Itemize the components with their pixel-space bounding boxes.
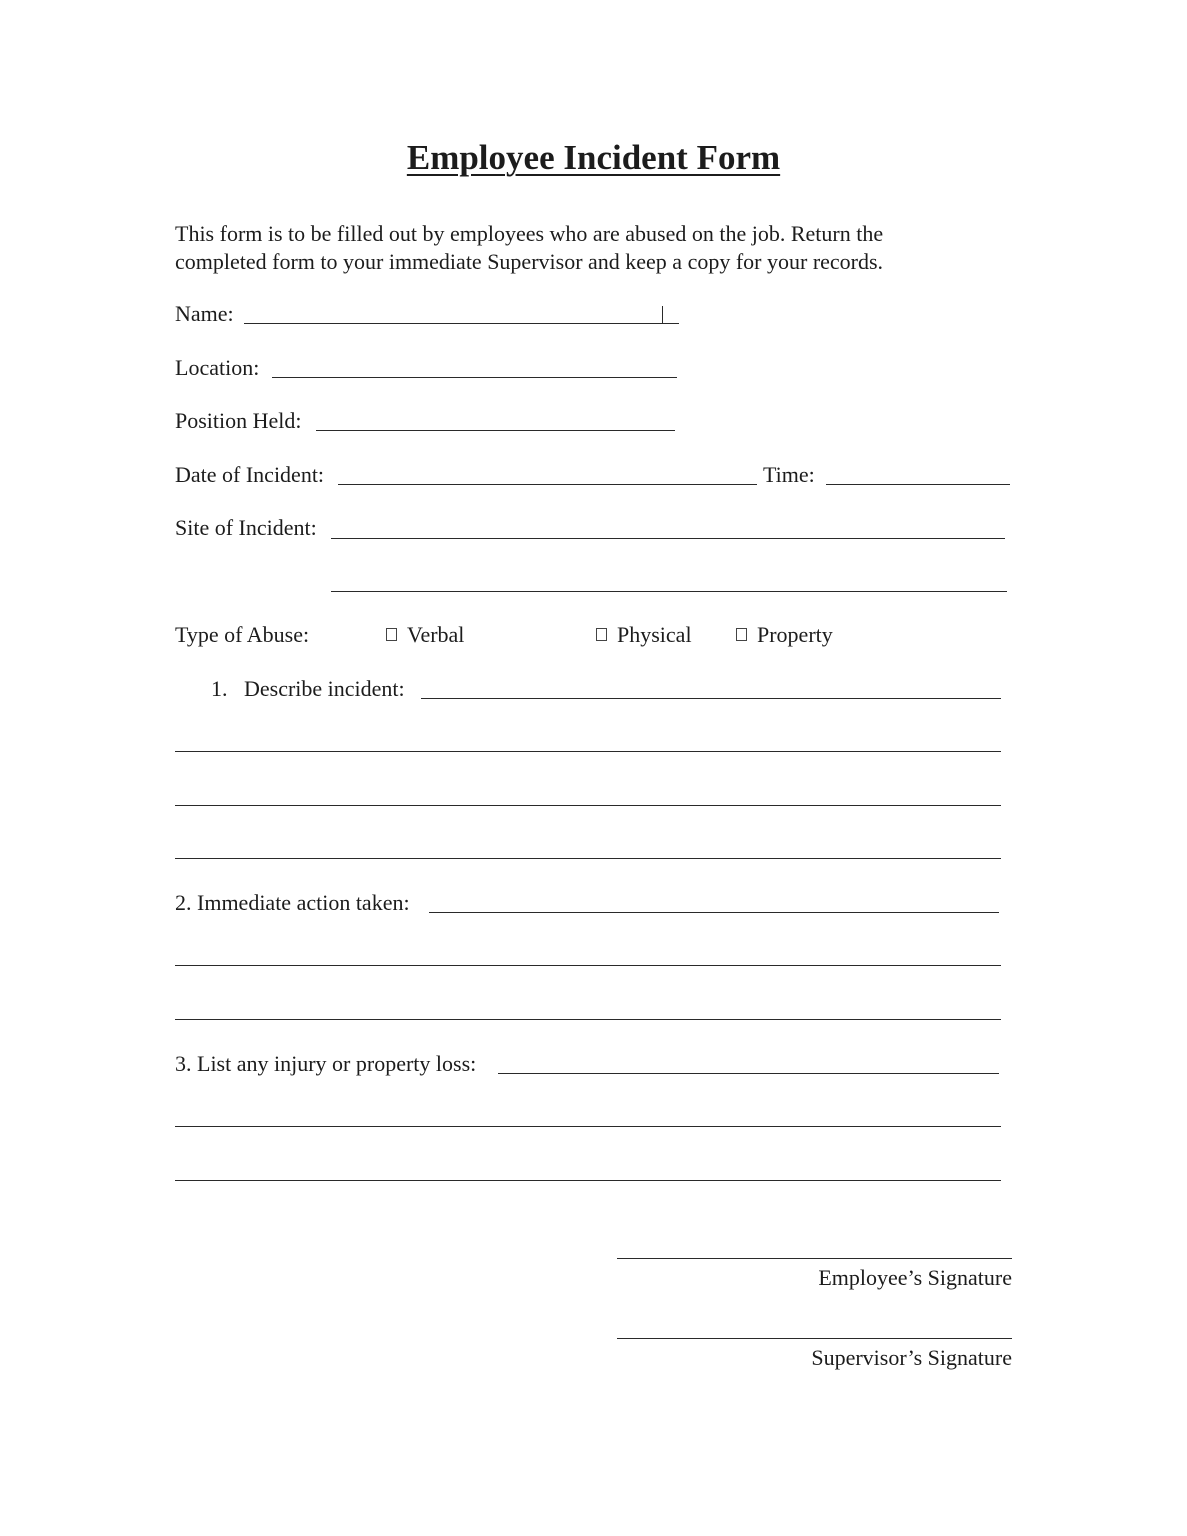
describe-incident-line-2[interactable] (175, 751, 1001, 752)
property-checkbox[interactable] (736, 628, 747, 641)
property-option-label: Property (757, 622, 833, 647)
employee-signature-label: Employee’s Signature (818, 1265, 1012, 1290)
immediate-action-line-2[interactable] (175, 965, 1001, 966)
site-label: Site of Incident: (175, 515, 317, 540)
location-label: Location: (175, 355, 260, 380)
time-label: Time: (763, 462, 815, 487)
immediate-action-field[interactable] (429, 912, 999, 913)
describe-incident-line-3[interactable] (175, 805, 1001, 806)
site-field[interactable] (331, 538, 1005, 539)
location-field[interactable] (272, 377, 677, 378)
physical-option-label: Physical (617, 622, 692, 647)
injury-loss-field[interactable] (498, 1073, 999, 1074)
intro-line-2: completed form to your immediate Supervisor and keep a copy for your records. (175, 249, 884, 274)
question-1-number: 1. (211, 676, 228, 701)
injury-loss-line-3[interactable] (175, 1180, 1001, 1181)
verbal-option-label: Verbal (407, 622, 465, 647)
describe-incident-field[interactable] (421, 698, 1001, 699)
supervisor-signature-line[interactable] (617, 1338, 1012, 1339)
question-3-label: 3. List any injury or property loss: (175, 1051, 477, 1076)
employee-signature-line[interactable] (617, 1258, 1012, 1259)
site-field-line-2[interactable] (331, 591, 1007, 592)
time-field[interactable] (826, 484, 1010, 485)
verbal-checkbox[interactable] (386, 628, 397, 641)
immediate-action-line-3[interactable] (175, 1019, 1001, 1020)
abuse-type-label: Type of Abuse: (175, 622, 310, 647)
form-title: Employee Incident Form (406, 138, 781, 177)
question-2-label: 2. Immediate action taken: (175, 890, 410, 915)
name-field[interactable] (244, 323, 679, 324)
date-field[interactable] (338, 484, 757, 485)
describe-incident-line-4[interactable] (175, 858, 1001, 859)
position-label: Position Held: (175, 408, 302, 433)
supervisor-signature-label: Supervisor’s Signature (811, 1345, 1012, 1370)
question-1-label: Describe incident: (244, 676, 405, 701)
intro-line-1: This form is to be filled out by employees who are abused on the job. Return the (175, 221, 884, 246)
form-instructions (175, 220, 883, 276)
position-field[interactable] (316, 430, 675, 431)
name-label: Name: (175, 301, 234, 326)
physical-checkbox[interactable] (596, 628, 607, 641)
injury-loss-line-2[interactable] (175, 1126, 1001, 1127)
name-field-cursor (662, 306, 663, 323)
date-label: Date of Incident: (175, 462, 325, 487)
